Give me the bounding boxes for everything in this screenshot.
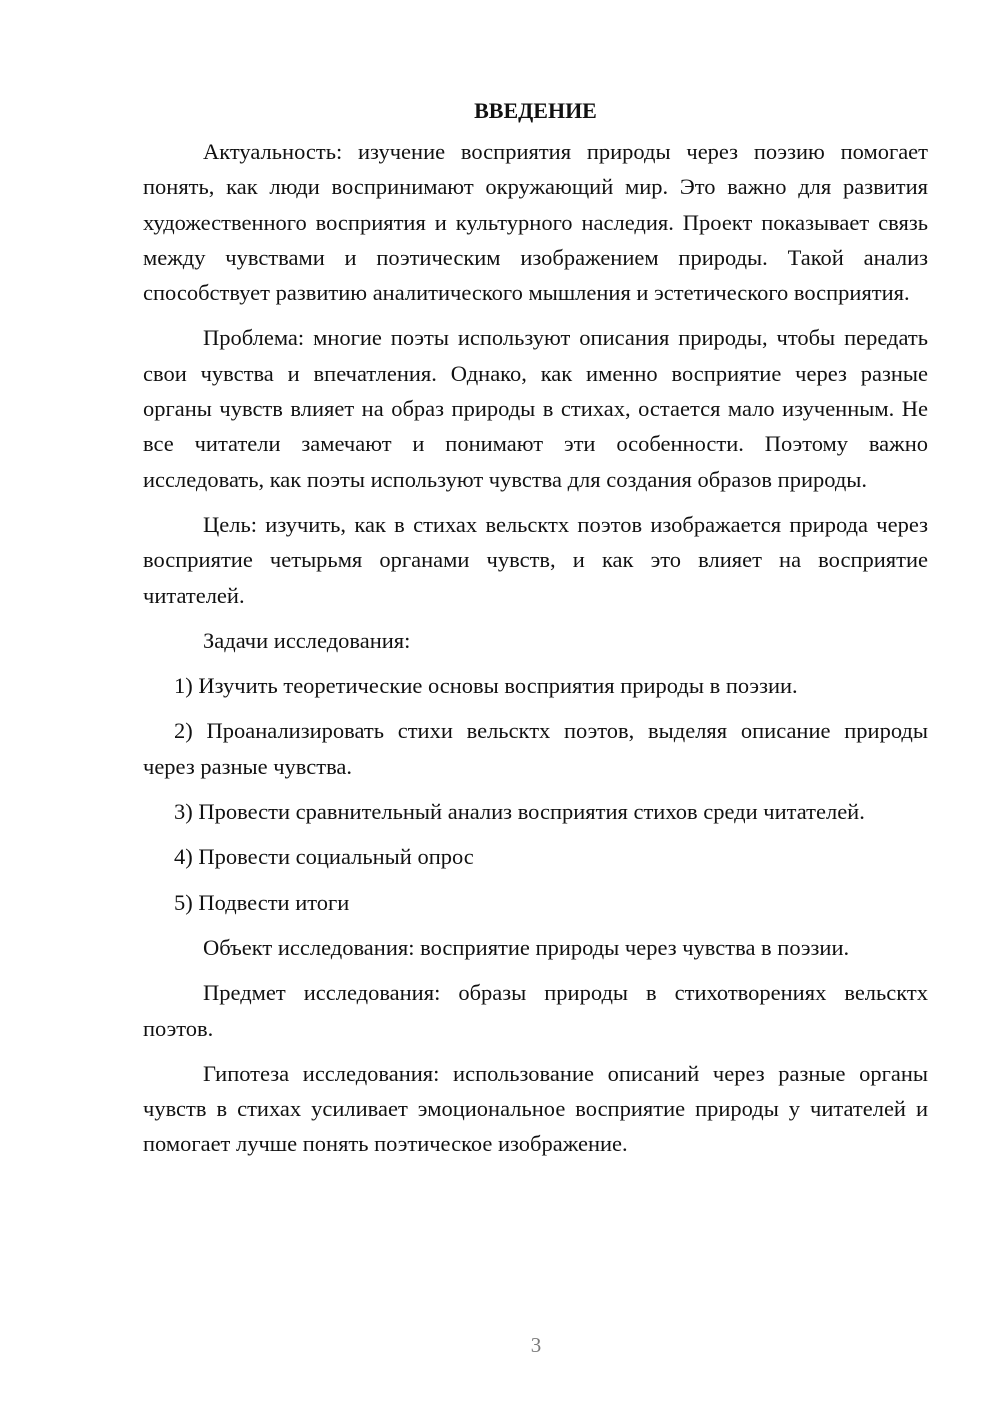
paragraph-subject: Предмет исследования: образы природы в стихотворениях вельсктх поэтов. bbox=[143, 980, 928, 1041]
paragraph-object: Объект исследования: восприятие природы через чувства в поэзии. bbox=[203, 934, 850, 960]
paragraph-problem: Проблема: многие поэты используют описания природы, чтобы передать свои чувства и впечатления. Однако, как именно восприятие через разные органы чувств влияет на образ природы в стихах, остается мало изученным. Не все читатели замечают и понимают эти особенности. Поэтому важно исследовать, как поэты используют чувства для создания образов природы. bbox=[143, 325, 928, 492]
page-number: 3 bbox=[530, 1333, 542, 1357]
task-item-1: 1) Изучить теоретические основы восприятия природы в поэзии. bbox=[174, 673, 798, 699]
paragraph-goal: Цель: изучить, как в стихах вельсктх поэтов изображается природа через восприятие четырьмя органами чувств, и как это влияет на восприятие читателей. bbox=[143, 511, 928, 608]
task-item-4: 4) Провести социальный опрос bbox=[174, 844, 474, 870]
task-item-3: 3) Провести сравнительный анализ восприятия стихов среди читателей. bbox=[174, 799, 865, 825]
paragraph-hypothesis: Гипотеза исследования: использование описаний через разные органы чувств в стихах усиливает эмоциональное восприятие природы у читателей и помогает лучше понять поэтическое изображение. bbox=[143, 1060, 928, 1157]
paragraph-relevance: Актуальность: изучение восприятия природы через поэзию помогает понять, как люди воспринимают окружающий мир. Это важно для развития художественного восприятия и культурного наследия. Проект показывает связь между чувствами и поэтическим изображением природы. Такой анализ способствует развитию аналитического мышления и эстетического восприятия. bbox=[143, 139, 928, 306]
document-body bbox=[143, 93, 928, 1172]
page-title: ВВЕДЕНИЕ bbox=[474, 98, 597, 123]
task-item-2: 2) Проанализировать стихи вельсктх поэтов, выделяя описание природы через разные чувства. bbox=[143, 718, 928, 779]
task-item-5: 5) Подвести итоги bbox=[174, 889, 350, 915]
paragraph-tasks-heading: Задачи исследования: bbox=[203, 627, 411, 653]
